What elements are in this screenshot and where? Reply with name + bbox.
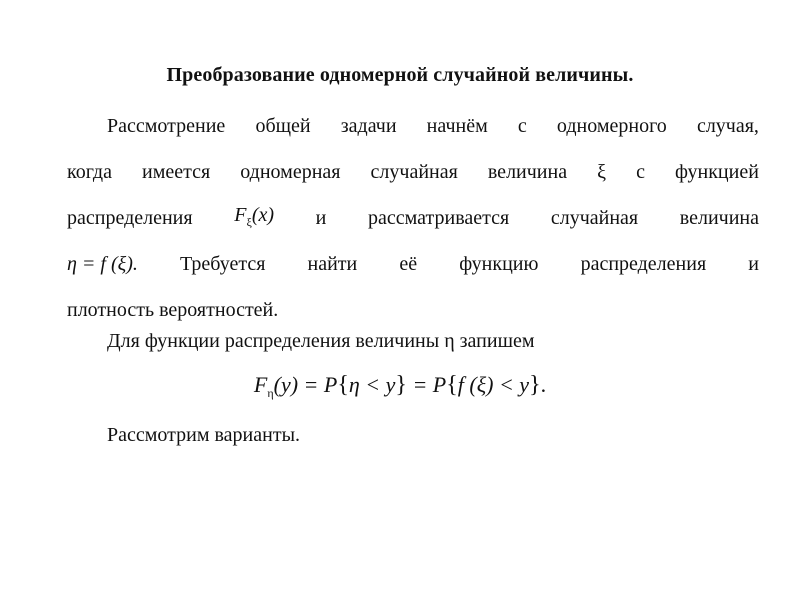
math-subscript: ξ [246,214,252,229]
word: случайная [370,161,458,183]
math-symbol-xi: ξ [597,161,607,183]
word: рассматривается [368,207,510,229]
math-part: . [540,372,547,397]
word: случая, [696,115,759,137]
math-F: F [234,203,247,226]
math-symbol-eta: η [444,330,455,352]
word: функцию [459,253,539,275]
word: с [517,115,527,137]
word: случайная [550,207,639,229]
word: найти [307,253,358,275]
left-brace: { [337,372,349,398]
word: одномерная [240,161,341,183]
paragraph-text: запишем [459,330,535,352]
math-argument: (x) [251,203,275,226]
text-line-5 [67,287,759,333]
formula-distribution [0,372,800,401]
word: одномерного [556,115,667,137]
word: Требуется [179,253,266,275]
word: и [748,253,759,275]
right-brace: } [395,372,407,398]
paragraph-text: Для функции распределения величины [107,330,440,352]
word: начнём [426,115,488,137]
math-F: F [253,372,268,397]
word: с [636,161,645,183]
word: её [399,253,418,275]
math-part: = P [406,372,447,397]
text-line-1 [67,103,759,149]
word: распределения [580,253,707,275]
word: распределения [67,207,193,229]
word: величина [679,207,759,229]
math-part: (y) = P [273,372,338,397]
paragraph-distribution [107,330,535,353]
slide-title: Преобразование одномерной случайной величины. [166,64,634,86]
word: плотность вероятностей. [67,299,279,321]
text-line-3 [67,195,759,241]
word: когда [67,161,112,183]
paragraph-variants: Рассмотрим варианты. [107,424,301,446]
math-part: η < y [348,372,396,397]
left-brace: { [446,372,458,398]
math-part: f (ξ) < y [457,372,530,397]
word: и [315,207,327,229]
math-subscript: η [267,386,274,400]
word: задачи [340,115,397,137]
math-distribution-function [234,192,274,245]
word: Рассмотрение [107,115,226,137]
math-eta-equation: η = f (ξ). [67,253,138,275]
right-brace: } [529,372,541,398]
word: общей [255,115,311,137]
text-line-4 [67,241,759,287]
word: имеется [142,161,211,183]
word: величина [487,161,568,183]
text-line-2 [67,149,759,195]
word: функцией [675,161,759,183]
paragraph-intro [67,103,759,333]
